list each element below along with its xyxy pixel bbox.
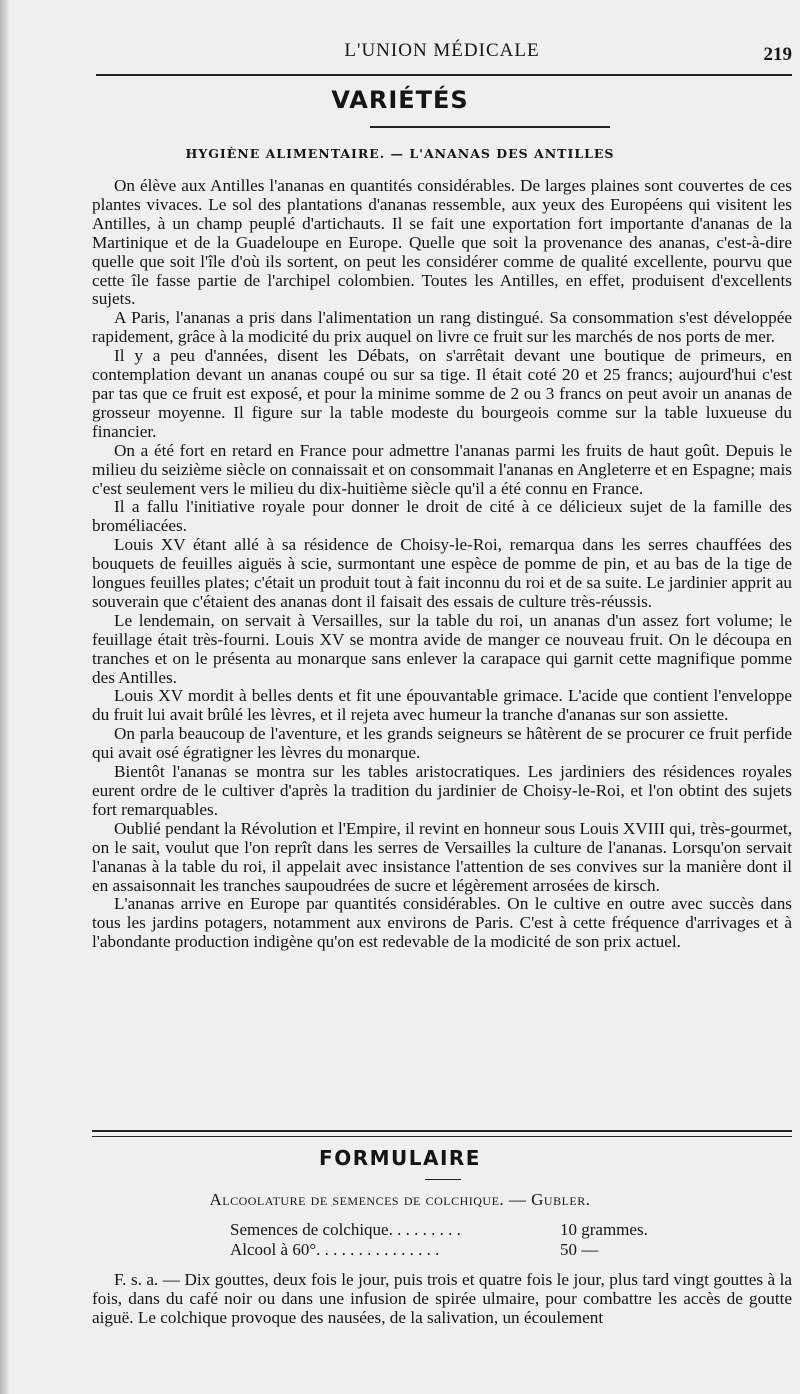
running-header bbox=[92, 34, 792, 74]
paragraph: Il a fallu l'initiative royale pour donner le droit de cité à ce délicieux sujet de la famille des broméliacées. bbox=[92, 497, 792, 536]
ingredient-quantity: 50 — bbox=[560, 1240, 599, 1259]
paragraph: On a été fort en retard en France pour admettre l'ananas parmi les fruits de haut goût. Depuis le milieu du seizième siècle on connaissait et on consommait l'ananas en Angleterre et en Espagne; mais c'est seulement vers le milieu du dix-huitième siècle qu'il a été connu en France. bbox=[92, 440, 792, 498]
section-divider bbox=[92, 1130, 792, 1137]
formula-notes bbox=[92, 1270, 792, 1327]
paragraph: Louis XV mordit à belles dents et fit une épouvantable grimace. L'acide que contient l'enveloppe du fruit lui avait brûlé les lèvres, et il rejeta avec humeur la tranche d'ananas sur son assiette. bbox=[92, 686, 792, 725]
ingredient-name: Semences de colchique. . . . . . . . . bbox=[230, 1220, 461, 1239]
ingredient-quantity: 10 grammes. bbox=[560, 1220, 648, 1239]
paragraph: On parla beaucoup de l'aventure, et les grands seigneurs se hâtèrent de se procurer ce fruit perfide qui avait osé égratigner les lèvres du monarque. bbox=[92, 724, 792, 763]
formulaire-title: FORMULAIRE bbox=[319, 1146, 481, 1170]
section-title: VARIÉTÉS bbox=[331, 86, 469, 114]
ingredient-row bbox=[230, 1240, 690, 1260]
journal-title: L'UNION MÉDICALE bbox=[344, 40, 540, 61]
paragraph: Louis XV étant allé à sa résidence de Choisy-le-Roi, remarqua dans les serres chauffées des bouquets de feuilles aiguës à scie, surmontant une espèce de pomme de pin, et au bas de la tige de longues feuilles plates; c'était un produit tout à fait inconnu du roi et de sa suite. Le jardinier apprit au souverain que c'étaient des ananas dont il faisait des essais de culture très-réussis. bbox=[92, 535, 792, 611]
page-number: 219 bbox=[763, 44, 792, 65]
paragraph: Bientôt l'ananas se montra sur les tables aristocratiques. Les jardiniers des résidences royales eurent ordre de le cultiver d'après la tradition du jardinier de Choisy-le-Roi, et l'on obtint des sujets fort remarquables. bbox=[92, 762, 792, 819]
paragraph: Le lendemain, on servait à Versailles, sur la table du roi, un ananas d'un assez fort volume; le feuillage était très-fourni. Louis XV se montra avide de manger ce nouveau fruit. On le découpa en tranches et on le présenta au monarque sans enlever la carapace qui garnit cette magnifique pomme des Antilles. bbox=[92, 610, 792, 687]
paragraph: On élève aux Antilles l'ananas en quantités considérables. De larges plaines sont couvertes de ces plantes vivaces. Le sol des plantations d'ananas ressemble, aux yeux des Européens qui visitent les Antilles, à un champ peuplé d'artichauts. Il se fait une exportation fort importante d'ananas de la Martinique et de la Guadeloupe en Europe. Quelle que soit la provenance des ananas, c'est-à-dire quelle que soit l'île d'où ils sortent, on peut les considérer comme de qualité excellente, pourvu que cette île fasse partie de l'archipel colombien. Toutes les Antilles, en effet, produisent d'excellents sujets. bbox=[92, 176, 792, 309]
paragraph: A Paris, l'ananas a pris dans l'alimentation un rang distingué. Sa consommation s'est développée rapidement, grâce à la modicité du prix auquel on livre ce fruit sur les marchés de nos ports de mer. bbox=[92, 308, 792, 347]
formula-note: F. s. a. — Dix gouttes, deux fois le jour, puis trois et quatre fois le jour, plus tard vingt gouttes à la fois, dans du café noir ou dans une infusion de spirée ulmaire, pour combattre les accès de goutte aiguë. Le colchique provoque des nausées, de la salivation, un écoulement bbox=[92, 1270, 792, 1327]
ingredient-name: Alcool à 60°. . . . . . . . . . . . . . . bbox=[230, 1240, 440, 1259]
article-subtitle: HYGIÈNE ALIMENTAIRE. — L'ANANAS DES ANTILLES bbox=[185, 146, 615, 161]
formula-heading: Alcoolature de semences de colchique. — Gubler. bbox=[209, 1190, 591, 1209]
title-underline bbox=[370, 126, 610, 128]
header-rule bbox=[96, 74, 792, 76]
title-dash bbox=[425, 1179, 461, 1180]
paragraph: Il y a peu d'années, disent les Débats, on s'arrêtait devant une boutique de primeurs, en contemplation devant un ananas coupé ou sur sa tige. Il était coté 20 et 25 francs; aujourd'hui c'est par tas que ce fruit est exposé, et pour la minime somme de 2 ou 3 francs on peut avoir un ananas de grosseur moyenne. Il figure sur la table modeste du bourgeois comme sur la table luxueuse du financier. bbox=[92, 346, 792, 441]
ingredient-row bbox=[230, 1220, 690, 1240]
paragraph: L'ananas arrive en Europe par quantités considérables. On le cultive en outre avec succès dans tous les jardins potagers, notamment aux environs de Paris. C'est à cette fréquence d'arrivages et à l'abondante production indigène qu'on est redevable de la modicité de son prix actuel. bbox=[92, 894, 792, 952]
page-edge-shadow bbox=[0, 0, 10, 1394]
article-body bbox=[92, 177, 792, 952]
paragraph: Oublié pendant la Révolution et l'Empire, il revint en honneur sous Louis XVIII qui, très-gourmet, on le sait, voulut que l'on reprît dans les serres de Versailles la culture de l'ananas. Lorsqu'on servait l'ananas à la table du roi, il appelait avec insistance l'attention de ses convives sur la manière dont il en assaisonnait les tranches saupoudrées de sucre et légèrement arrosées de kirsch. bbox=[92, 818, 792, 895]
